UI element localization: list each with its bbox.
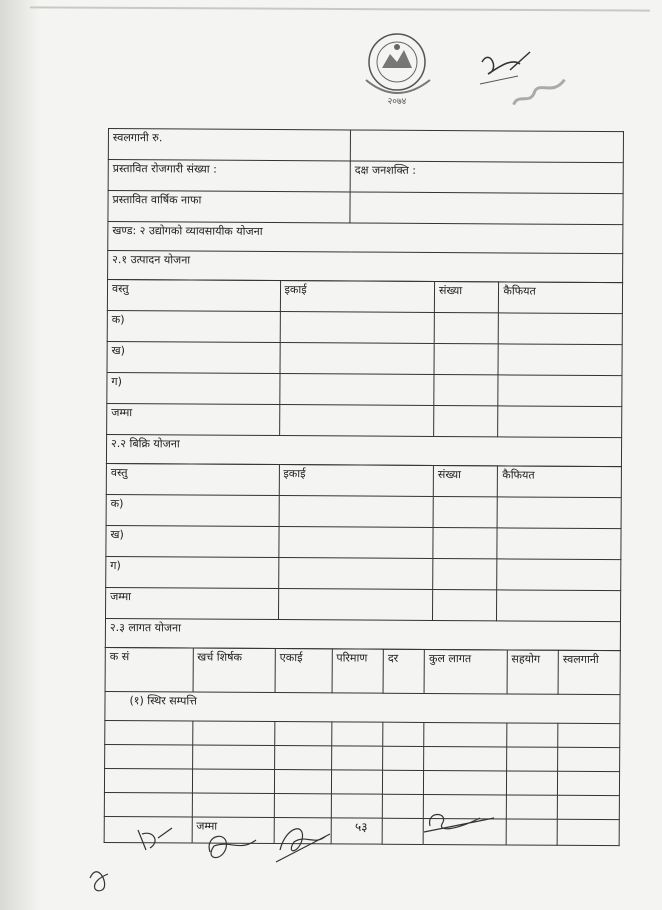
- employment-label: प्रस्तावित रोजगारी संख्या :: [108, 160, 350, 192]
- signature-stamp-icon: [470, 40, 580, 120]
- investment-value[interactable]: [350, 130, 623, 163]
- table-cell[interactable]: [279, 374, 434, 406]
- table-cell[interactable]: [499, 313, 623, 345]
- profit-value[interactable]: [350, 192, 623, 225]
- header-remarks: कैफियत: [499, 282, 623, 314]
- table-cell[interactable]: [497, 528, 621, 560]
- header-unit: इकाई: [280, 281, 435, 313]
- table-cell[interactable]: [433, 527, 498, 558]
- sales-table: [105, 463, 622, 651]
- table-cell[interactable]: [433, 589, 498, 620]
- fixed-assets-label: (१) स्थिर सम्पत्ति: [105, 691, 620, 723]
- row-label: ग): [107, 372, 280, 404]
- table-cell[interactable]: [105, 744, 193, 769]
- table-cell[interactable]: [280, 343, 435, 375]
- table-cell[interactable]: [434, 374, 499, 405]
- table-cell[interactable]: [497, 590, 621, 622]
- info-table: [107, 128, 624, 283]
- table-cell[interactable]: [498, 406, 622, 438]
- row-label: ख): [107, 341, 280, 373]
- table-cell[interactable]: [424, 722, 507, 747]
- table-cell[interactable]: [433, 558, 498, 589]
- signatures-icon: [80, 790, 600, 900]
- header-total-cost: कुल लागत: [424, 649, 507, 694]
- table-cell[interactable]: [498, 375, 622, 407]
- skilled-workforce-label: दक्ष जनशक्ति :: [350, 161, 623, 194]
- header-quantity: संख्या: [434, 281, 499, 312]
- table-cell[interactable]: [383, 722, 424, 746]
- table-cell[interactable]: [275, 722, 332, 746]
- table-cell[interactable]: [424, 746, 507, 771]
- table-cell[interactable]: [383, 746, 424, 770]
- table-cell[interactable]: [331, 722, 383, 746]
- header-self-investment: स्वलगानी: [558, 650, 620, 694]
- table-cell[interactable]: [192, 745, 275, 770]
- row-label-total: जम्मा: [107, 403, 280, 435]
- header-unit: एकाई: [275, 649, 332, 693]
- sales-plan-title: २.२ बिक्रि योजना: [106, 434, 621, 466]
- table-cell[interactable]: [434, 405, 499, 436]
- cost-plan-title: २.३ लागत योजना: [105, 618, 620, 650]
- business-plan-form: [104, 128, 624, 846]
- row-label: क): [107, 310, 280, 342]
- table-cell[interactable]: [275, 746, 332, 770]
- section-title: खण्ड: २ उद्योगको व्यावसायीक योजना: [108, 222, 623, 254]
- table-cell[interactable]: [558, 747, 620, 771]
- government-seal-icon: [352, 22, 442, 112]
- table-cell[interactable]: [498, 344, 622, 376]
- row-label: ख): [106, 525, 279, 557]
- table-cell[interactable]: [192, 721, 275, 746]
- table-cell[interactable]: [558, 723, 620, 747]
- table-cell[interactable]: [278, 527, 433, 559]
- header-quantity: परिमाण: [332, 649, 384, 693]
- svg-text:२०७४: २०७४: [387, 97, 407, 107]
- page-top-edge: [30, 6, 650, 11]
- table-cell[interactable]: [434, 312, 499, 343]
- table-cell[interactable]: [331, 746, 383, 770]
- header-serial: क सं: [105, 647, 193, 692]
- table-cell[interactable]: [105, 720, 193, 745]
- table-cell[interactable]: [497, 559, 621, 591]
- page-number: ५३: [355, 820, 368, 834]
- table-cell[interactable]: [279, 496, 434, 528]
- header-expense-title: खर्च शिर्षक: [193, 648, 276, 693]
- header-rate: दर: [383, 649, 424, 693]
- row-label-total: जम्मा: [106, 587, 279, 619]
- investment-label: स्वलगानी रु.: [108, 129, 350, 161]
- table-cell[interactable]: [434, 343, 499, 374]
- production-table: [106, 279, 623, 467]
- header-support: सहयोग: [507, 650, 559, 694]
- row-label: क): [106, 494, 279, 526]
- header-unit: इकाई: [279, 465, 434, 497]
- table-cell[interactable]: [497, 497, 621, 529]
- table-cell[interactable]: [506, 747, 558, 771]
- scan-edge-shadow: [0, 0, 40, 910]
- header-item: वस्तु: [107, 280, 280, 312]
- table-cell[interactable]: [278, 589, 433, 621]
- table-cell[interactable]: [279, 405, 434, 437]
- header-quantity: संख्या: [433, 465, 498, 496]
- table-cell[interactable]: [506, 723, 558, 747]
- table-cell[interactable]: [280, 312, 435, 344]
- table-cell[interactable]: [278, 558, 433, 590]
- header-remarks: कैफियत: [498, 466, 622, 498]
- cost-total-label: जम्मा: [192, 817, 275, 844]
- header-item: वस्तु: [106, 463, 279, 495]
- table-cell[interactable]: [433, 496, 498, 527]
- row-label: ग): [106, 556, 279, 588]
- production-plan-title: २.१ उत्पादन योजना: [108, 251, 623, 283]
- profit-label: प्रस्तावित वार्षिक नाफा: [108, 191, 350, 223]
